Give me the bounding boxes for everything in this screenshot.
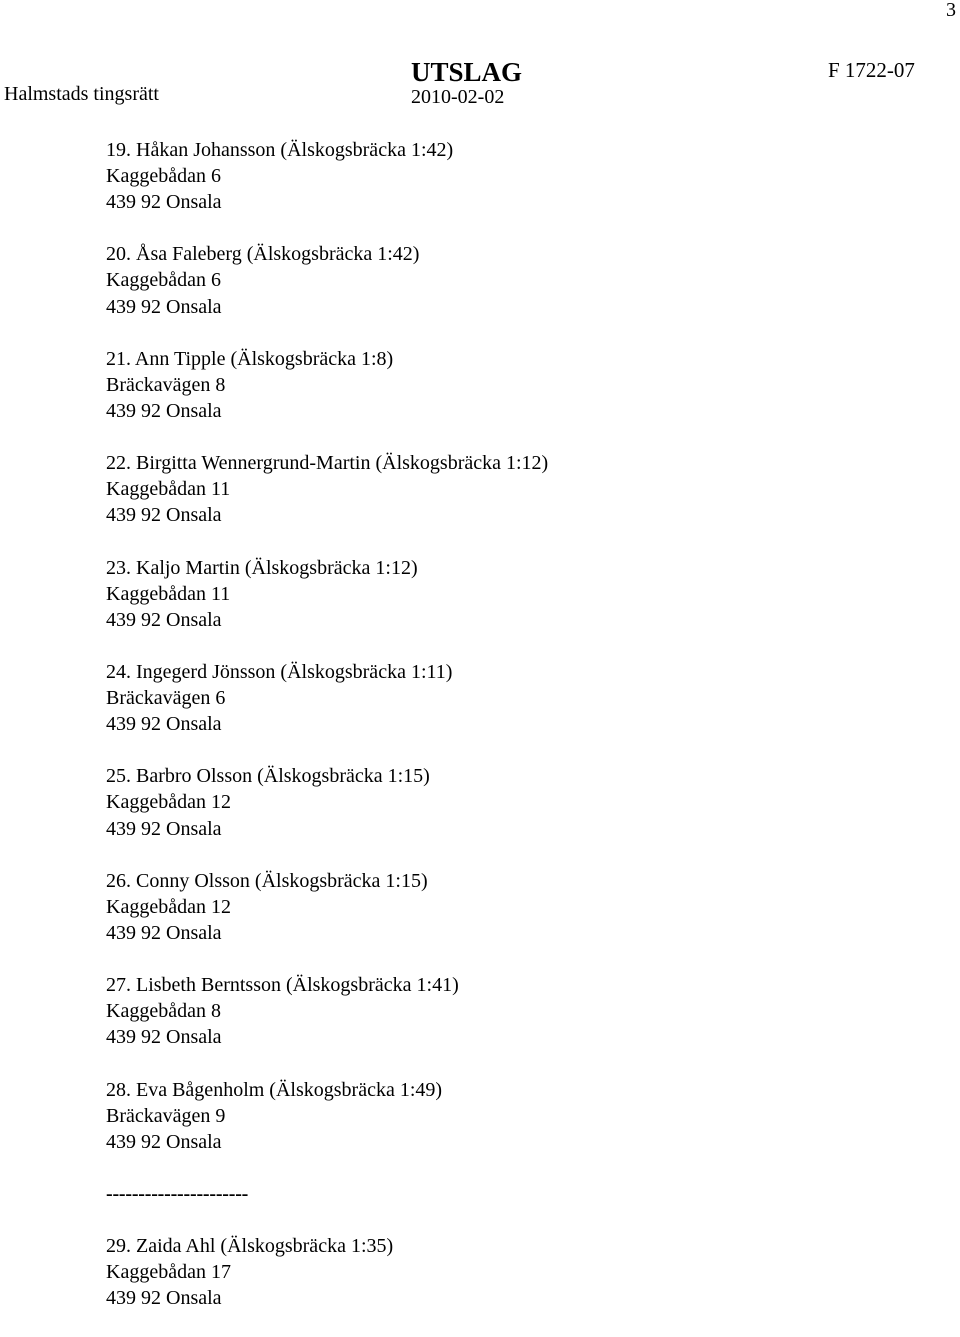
- party-name: 25. Barbro Olsson (Älskogsbräcka 1:15): [106, 765, 430, 788]
- document-date: 2010-02-02: [411, 86, 505, 108]
- party-street: Kaggebådan 6: [106, 269, 221, 292]
- case-number: F 1722-07: [828, 58, 915, 82]
- party-entry: [106, 659, 548, 763]
- section-separator: ----------------------: [106, 1182, 249, 1205]
- party-postal: 439 92 Onsala: [106, 399, 222, 422]
- party-street: Kaggebådan 12: [106, 791, 231, 814]
- party-name: 28. Eva Bågenholm (Älskogsbräcka 1:49): [106, 1078, 443, 1101]
- page-number: 3: [946, 0, 956, 21]
- court-name: Halmstads tingsrätt: [4, 83, 159, 105]
- party-entry: [106, 346, 548, 450]
- party-name: 22. Birgitta Wennergrund-Martin (Älskogsbräcka 1:12): [106, 452, 549, 475]
- party-street: Kaggebådan 11: [106, 478, 231, 501]
- party-entry: [106, 972, 548, 1076]
- party-entry: [106, 555, 548, 659]
- party-name: 20. Åsa Faleberg (Älskogsbräcka 1:42): [106, 243, 420, 266]
- party-entry: [106, 1233, 548, 1337]
- party-entry: [106, 450, 548, 554]
- party-name: 21. Ann Tipple (Älskogsbräcka 1:8): [106, 347, 394, 370]
- party-postal: 439 92 Onsala: [106, 1130, 222, 1153]
- party-street: Bräckavägen 9: [106, 1104, 226, 1127]
- party-name: 23. Kaljo Martin (Älskogsbräcka 1:12): [106, 556, 418, 579]
- party-street: Kaggebådan 17: [106, 1261, 231, 1284]
- party-postal: 439 92 Onsala: [106, 191, 222, 214]
- party-entry: [106, 1077, 548, 1181]
- party-name: 27. Lisbeth Berntsson (Älskogsbräcka 1:41): [106, 974, 459, 997]
- party-entry: [106, 137, 548, 241]
- party-street: Kaggebådan 11: [106, 582, 231, 605]
- document-type: UTSLAG: [411, 57, 523, 87]
- party-postal: 439 92 Onsala: [106, 817, 222, 840]
- party-postal: 439 92 Onsala: [106, 295, 222, 318]
- party-name: 29. Zaida Ahl (Älskogsbräcka 1:35): [106, 1235, 394, 1258]
- party-entry: [106, 763, 548, 867]
- party-name: 26. Conny Olsson (Älskogsbräcka 1:15): [106, 869, 428, 892]
- party-list: [106, 137, 548, 1337]
- party-street: Bräckavägen 6: [106, 687, 226, 710]
- party-street: Kaggebådan 8: [106, 1000, 221, 1023]
- party-postal: 439 92 Onsala: [106, 1287, 222, 1310]
- party-street: Bräckavägen 8: [106, 373, 226, 396]
- party-postal: 439 92 Onsala: [106, 713, 222, 736]
- party-entry: [106, 868, 548, 972]
- party-postal: 439 92 Onsala: [106, 504, 222, 527]
- party-street: Kaggebådan 6: [106, 165, 221, 188]
- party-name: 19. Håkan Johansson (Älskogsbräcka 1:42): [106, 139, 454, 161]
- party-postal: 439 92 Onsala: [106, 921, 222, 944]
- party-postal: 439 92 Onsala: [106, 1026, 222, 1049]
- party-entry: [106, 241, 548, 345]
- party-name: 24. Ingegerd Jönsson (Älskogsbräcka 1:11): [106, 660, 453, 683]
- party-street: Kaggebådan 12: [106, 895, 231, 918]
- party-postal: 439 92 Onsala: [106, 608, 222, 631]
